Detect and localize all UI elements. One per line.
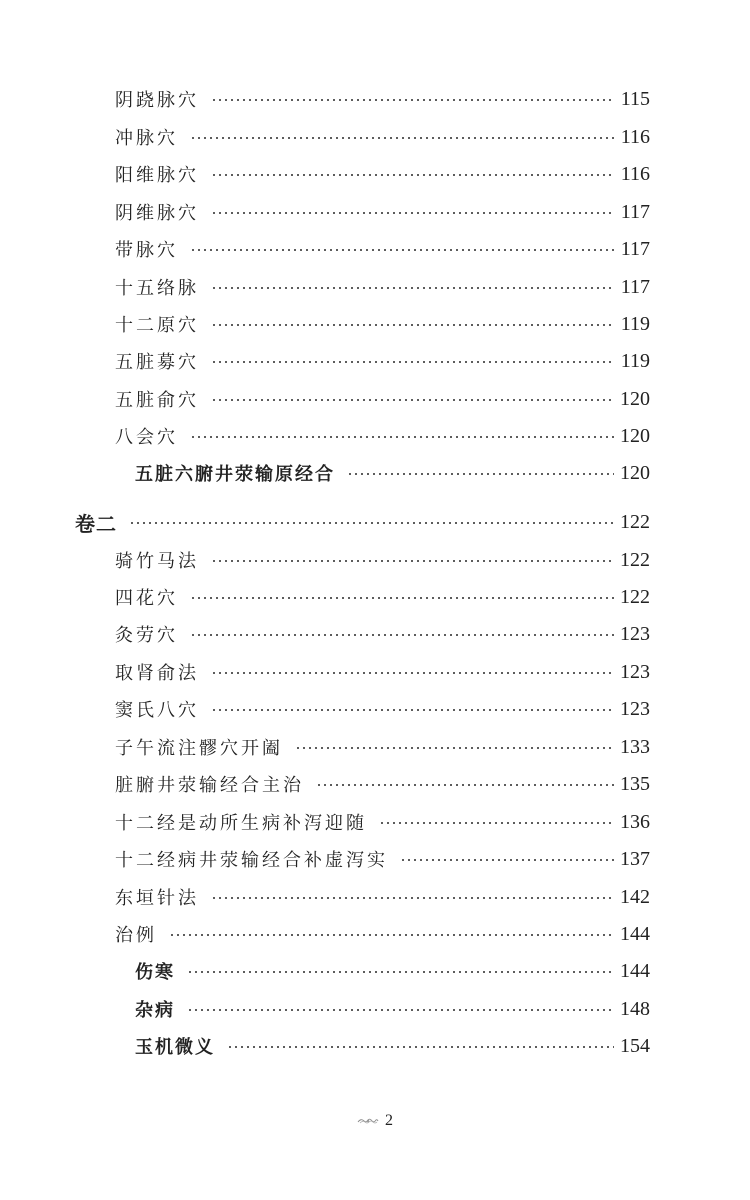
dot-leader (295, 747, 614, 749)
toc-entry-page: 117 (620, 237, 650, 260)
dot-leader (187, 971, 614, 973)
toc-entry-page: 144 (620, 959, 650, 982)
toc-entry-title: 带脉穴 (115, 240, 178, 261)
toc-entry[interactable] (115, 197, 650, 227)
toc-entry-title: 十五络脉 (115, 278, 199, 299)
toc-entry-title: 玉机微义 (135, 1037, 215, 1058)
toc-entry-title: 五脏募穴 (115, 352, 199, 373)
toc-entry[interactable] (115, 657, 650, 687)
toc-entry-page: 136 (620, 810, 650, 833)
toc-entry[interactable] (115, 421, 650, 451)
toc-entry-title: 灸劳穴 (115, 625, 178, 646)
dot-leader (211, 672, 614, 674)
toc-entry-title: 十二经是动所生病补泻迎随 (115, 813, 367, 834)
toc-entry-title: 五脏六腑井荥输原经合 (135, 464, 335, 485)
toc-entry-page: 116 (620, 162, 650, 185)
toc-entry[interactable] (135, 1031, 650, 1061)
toc-entry-title: 十二原穴 (115, 315, 199, 336)
dot-leader (211, 99, 614, 101)
dot-leader (379, 822, 614, 824)
dot-leader (400, 859, 614, 861)
toc-entry-page: 120 (620, 424, 650, 447)
toc-entry[interactable] (115, 694, 650, 724)
toc-entry[interactable] (135, 458, 650, 488)
toc-entry-title: 东垣针法 (115, 888, 199, 909)
toc-entry[interactable] (115, 807, 650, 837)
dot-leader (187, 1009, 614, 1011)
dot-leader (190, 137, 614, 139)
toc-entry[interactable] (115, 844, 650, 874)
dot-leader (211, 560, 614, 562)
toc-entry[interactable] (115, 84, 650, 114)
toc-entry-title: 治例 (115, 925, 157, 946)
toc-entry-page: 122 (620, 548, 650, 571)
dot-leader (211, 212, 614, 214)
toc-entry-title: 窦氏八穴 (115, 700, 199, 721)
toc-entry-title: 子午流注髎穴开阖 (115, 738, 283, 759)
dot-leader (211, 897, 614, 899)
toc-entry-title: 八会穴 (115, 427, 178, 448)
toc-entry[interactable] (115, 346, 650, 376)
toc-entry[interactable] (135, 994, 650, 1024)
toc-entry-page: 117 (620, 275, 650, 298)
toc-entry-page: 148 (620, 997, 650, 1020)
toc-chapter-entry[interactable] (75, 507, 650, 537)
toc-entry-title: 骑竹马法 (115, 551, 199, 572)
toc-entry-title: 杂病 (135, 1000, 175, 1021)
toc-entry[interactable] (115, 732, 650, 762)
toc-entry-page: 154 (620, 1034, 650, 1057)
toc-entry[interactable] (115, 159, 650, 189)
toc-entry-page: 122 (620, 510, 650, 533)
toc-entry-page: 119 (620, 312, 650, 335)
toc-entry-page: 117 (620, 200, 650, 223)
dot-leader (169, 934, 614, 936)
toc-entry-page: 116 (620, 125, 650, 148)
dot-leader (316, 784, 614, 786)
toc-entry[interactable] (115, 769, 650, 799)
toc-entry-title: 阴维脉穴 (115, 203, 199, 224)
dot-leader (211, 361, 614, 363)
toc-entry[interactable] (115, 619, 650, 649)
cloud-ornament-icon (357, 1116, 379, 1126)
toc-entry-page: 123 (620, 697, 650, 720)
toc-entry-title: 十二经病井荥输经合补虚泻实 (115, 850, 388, 871)
toc-entry-page: 135 (620, 772, 650, 795)
dot-leader (211, 399, 614, 401)
toc-entry-title: 阴跷脉穴 (115, 90, 199, 111)
toc-entry-page: 133 (620, 735, 650, 758)
toc-entry-title: 五脏俞穴 (115, 390, 199, 411)
page-number: 2 (385, 1112, 393, 1129)
toc-entry[interactable] (115, 234, 650, 264)
toc-entry-page: 115 (620, 87, 650, 110)
toc-entry-page: 120 (620, 461, 650, 484)
toc-entry[interactable] (115, 882, 650, 912)
toc-entry-page: 144 (620, 922, 650, 945)
dot-leader (190, 597, 614, 599)
toc-entry[interactable] (115, 582, 650, 612)
toc-entry-page: 137 (620, 847, 650, 870)
toc-entry[interactable] (115, 384, 650, 414)
toc-entry-title: 脏腑井荥输经合主治 (115, 775, 304, 796)
toc-entry[interactable] (115, 545, 650, 575)
dot-leader (129, 522, 614, 524)
toc-entry-page: 122 (620, 585, 650, 608)
toc-entry[interactable] (115, 122, 650, 152)
toc-entry-title: 冲脉穴 (115, 128, 178, 149)
dot-leader (227, 1046, 614, 1048)
toc-entry[interactable] (115, 919, 650, 949)
dot-leader (211, 324, 614, 326)
toc-entry[interactable] (135, 956, 650, 986)
dot-leader (190, 249, 614, 251)
dot-leader (347, 473, 614, 475)
toc-entry[interactable] (115, 272, 650, 302)
toc-entry-title: 阳维脉穴 (115, 165, 199, 186)
toc-entry-page: 120 (620, 387, 650, 410)
page-footer (0, 1112, 750, 1130)
toc-entry-page: 123 (620, 660, 650, 683)
toc-entry-page: 123 (620, 622, 650, 645)
toc-chapter-title: 卷二 (75, 511, 117, 536)
toc-entry-page: 119 (620, 349, 650, 372)
dot-leader (211, 709, 614, 711)
toc-entry-page: 142 (620, 885, 650, 908)
dot-leader (190, 436, 614, 438)
toc-entry-title: 四花穴 (115, 588, 178, 609)
toc-entry[interactable] (115, 309, 650, 339)
dot-leader (211, 174, 614, 176)
dot-leader (211, 287, 614, 289)
dot-leader (190, 634, 614, 636)
toc-entry-title: 取肾俞法 (115, 663, 199, 684)
toc-entry-title: 伤寒 (135, 962, 175, 983)
